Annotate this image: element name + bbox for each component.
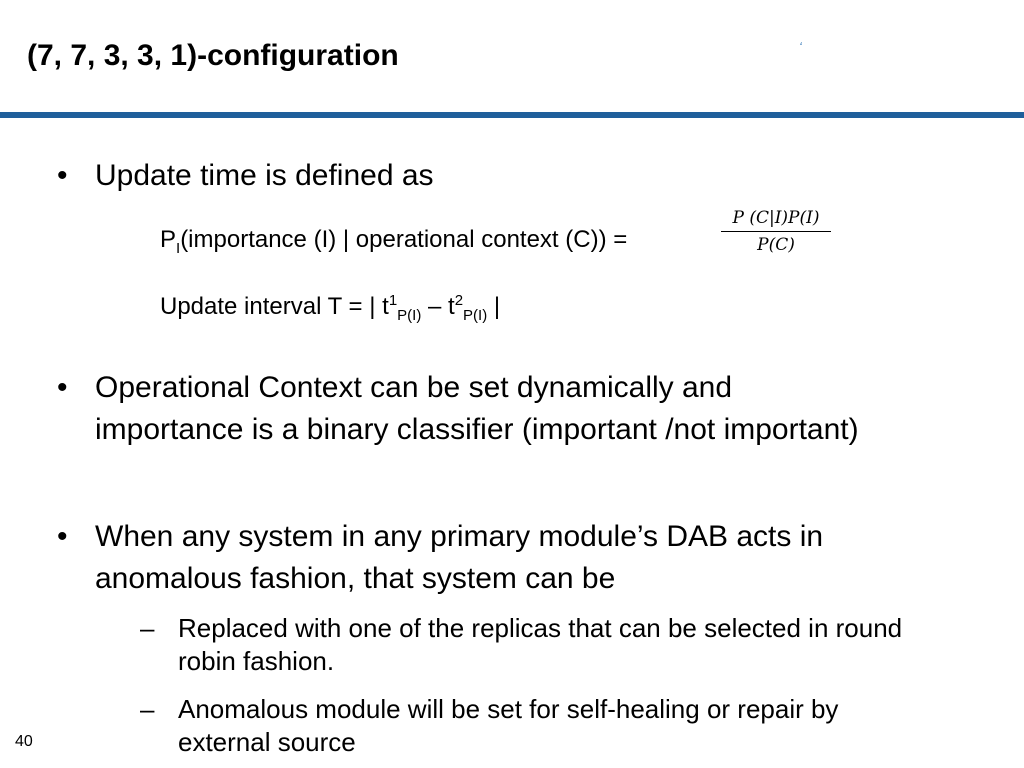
sub-bullet-text-line-1: Anomalous module will be set for self-healing or repair by [178,694,839,724]
formula-p-rest: (importance (I) | operational context (C)) = [180,226,628,253]
interval-prefix: Update interval T = | t [160,293,389,320]
interval-suffix: | [487,293,501,320]
bullet-text: Update time is defined as [95,159,434,192]
interval-mid: – t [421,293,455,320]
bullet-marker: • [57,371,68,404]
bullet-marker: • [57,520,68,553]
bullet-operational-context [0,367,1024,451]
bullet-text-line-2: anomalous fashion, that system can be [95,562,616,595]
t2-superscript: 2 [454,292,464,309]
sub-bullet-text-line-2: robin fashion. [178,646,335,676]
formula-p-subscript: I [176,239,181,257]
fraction-numerator: P (C|I)P(I) [721,206,831,232]
bullet-text-line-1: When any system in any primary module’s DAB acts in [95,520,824,553]
fraction-denominator: P(C) [757,235,795,255]
bullet-text-line-1: Operational Context can be set dynamically and [95,371,733,404]
bullet-marker: • [57,159,68,192]
sub-bullet-replace-replica [0,612,1024,678]
t1-superscript: 1 [388,292,398,309]
bullet-text-line-2: importance is a binary classifier (important /not important) [95,413,859,446]
sub-bullet-text-line-1: Replaced with one of the replicas that can be selected in round [178,613,903,643]
bayes-fraction [721,206,831,258]
header-divider [0,112,1024,118]
slide-title: (7, 7, 3, 3, 1)-configuration [27,39,399,72]
probability-formula [160,225,627,264]
sub-bullet-marker: – [140,613,155,643]
bullet-anomalous-system [0,516,1024,600]
sub-bullet-self-healing [0,693,1024,759]
t2-subscript: P(I) [463,306,488,324]
logo-fragment: ʻ [799,40,802,54]
slide-number: 40 [15,733,33,750]
sub-bullet-text-line-2: external source [178,727,356,757]
update-interval-formula [160,286,500,331]
formula-p: P [160,226,177,253]
sub-bullet-marker: – [140,694,155,724]
t1-subscript: P(I) [397,306,422,324]
